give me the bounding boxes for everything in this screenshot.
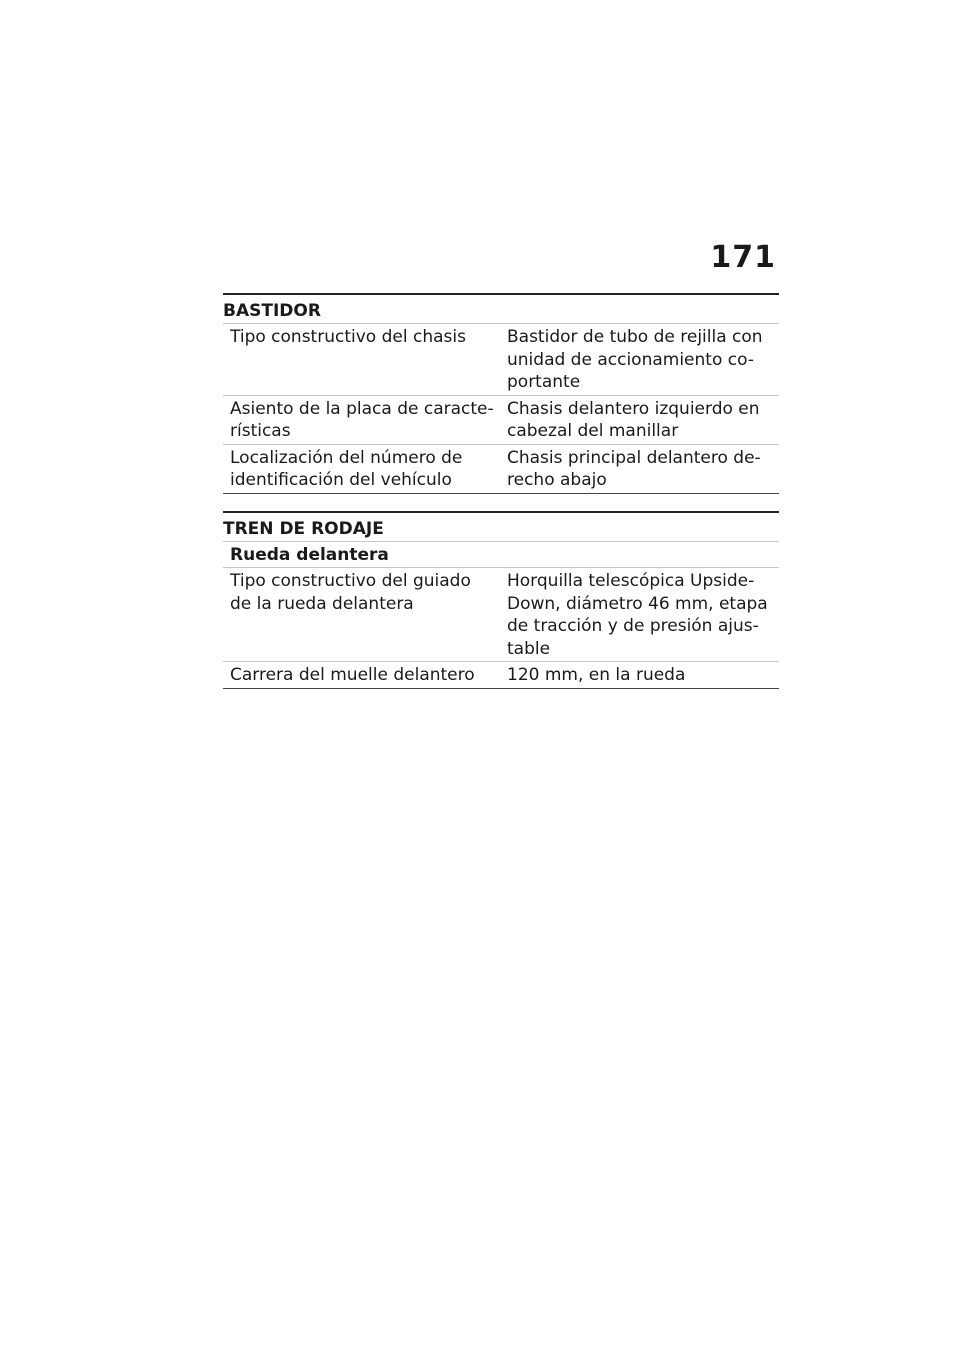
row-label: Localización del número de identificación del vehículo — [223, 444, 500, 493]
row-value: Bastidor de tubo de rejilla con unidad de accionamiento co-portante — [500, 324, 779, 396]
row-label: Tipo constructivo del guiado de la rueda delantera — [223, 568, 500, 662]
section-title: TREN DE RODAJE — [223, 511, 779, 541]
section-tren-de-rodaje — [223, 511, 779, 689]
row-label: Asiento de la placa de caracte-rísticas — [223, 395, 500, 444]
row-value: 120 mm, en la rueda — [500, 662, 779, 689]
spec-table — [223, 323, 779, 494]
subheading: Rueda delantera — [223, 541, 779, 568]
table-row — [223, 662, 779, 689]
table-subheading-row — [223, 541, 779, 568]
row-value: Chasis principal delantero de-recho abajo — [500, 444, 779, 493]
table-row — [223, 568, 779, 662]
row-value: Horquilla telescópica Upside-Down, diámetro 46 mm, etapa de tracción y de presión ajus-table — [500, 568, 779, 662]
section-title: BASTIDOR — [223, 293, 779, 323]
section-bastidor — [223, 293, 779, 494]
table-row — [223, 395, 779, 444]
table-row — [223, 444, 779, 493]
row-label: Carrera del muelle delantero — [223, 662, 500, 689]
page-content — [223, 293, 779, 706]
row-value: Chasis delantero izquierdo en cabezal del manillar — [500, 395, 779, 444]
row-label: Tipo constructivo del chasis — [223, 324, 500, 396]
page-number: 171 — [710, 240, 776, 275]
spec-table — [223, 541, 779, 689]
table-row — [223, 324, 779, 396]
